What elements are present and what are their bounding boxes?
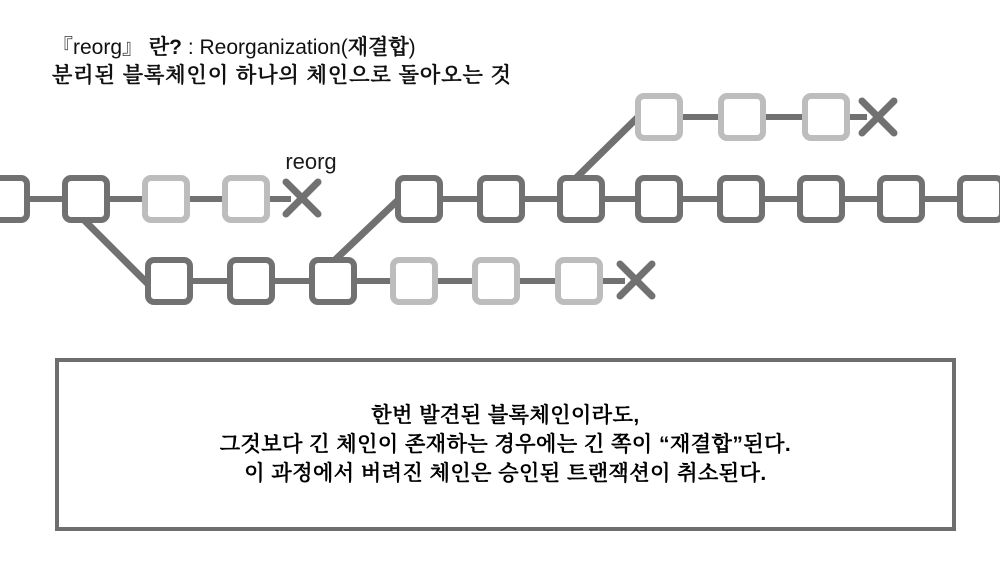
block-dark <box>0 178 27 220</box>
note-box <box>55 358 956 531</box>
fork-connector <box>336 201 397 259</box>
title-segment: 『reorg』 <box>52 36 144 59</box>
fork-connector <box>577 117 638 177</box>
block-light <box>225 178 267 220</box>
note-line: 이 과정에서 버려진 체인은 승인된 트랜잭션이 취소된다. <box>244 462 767 485</box>
title-segment: 재결합 <box>347 36 409 59</box>
block-light <box>638 96 680 138</box>
block-light <box>145 178 187 220</box>
block-dark <box>720 178 762 220</box>
note-line: 그것보다 긴 체인이 존재하는 경우에는 긴 쪽이 “재결합”된다. <box>219 433 792 456</box>
slide-subtitle: 분리된 블록체인이 하나의 체인으로 돌아오는 것 <box>52 64 512 87</box>
title-segment: : Reorganization( <box>187 36 348 59</box>
reorg-label: reorg <box>285 149 337 174</box>
block-dark <box>480 178 522 220</box>
block-light <box>805 96 847 138</box>
block-light <box>393 260 435 302</box>
block-light <box>475 260 517 302</box>
block-dark <box>560 178 602 220</box>
note-line: 한번 발견된 블록체인이라도, <box>371 404 640 427</box>
block-dark <box>148 260 190 302</box>
block-light <box>558 260 600 302</box>
block-dark <box>312 260 354 302</box>
block-dark <box>230 260 272 302</box>
title-segment: 란? <box>143 36 188 59</box>
block-light <box>721 96 763 138</box>
block-dark <box>398 178 440 220</box>
block-dark <box>960 178 1000 220</box>
block-dark <box>65 178 107 220</box>
fork-connector <box>85 221 149 285</box>
block-dark <box>880 178 922 220</box>
block-dark <box>800 178 842 220</box>
block-dark <box>638 178 680 220</box>
title-segment: ) <box>408 36 416 59</box>
